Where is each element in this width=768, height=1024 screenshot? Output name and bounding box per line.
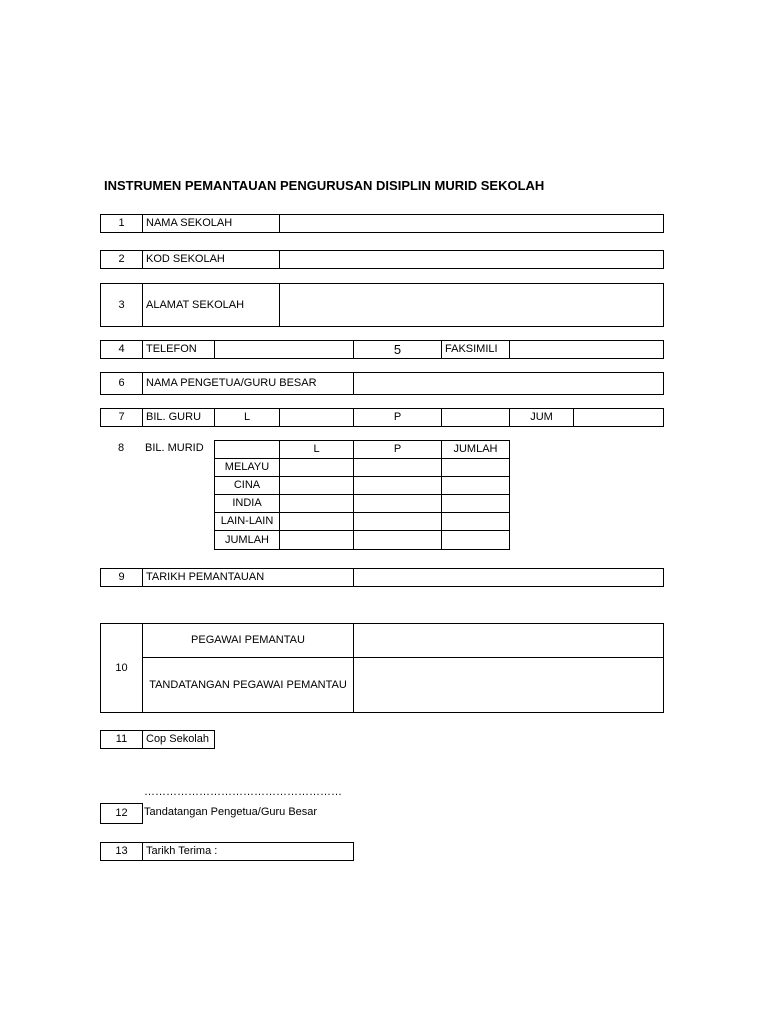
guru-p-label: P — [353, 408, 442, 427]
alamat-sekolah-field[interactable] — [279, 283, 664, 327]
lain-lain-l-field[interactable] — [279, 512, 354, 531]
row-9-number: 9 — [100, 568, 143, 587]
race-jumlah-label: JUMLAH — [214, 530, 280, 550]
row-3-label: ALAMAT SEKOLAH — [142, 283, 280, 327]
row-9-label: TARIKH PEMANTAUAN — [142, 568, 354, 587]
row-4-number: 4 — [100, 340, 143, 359]
nama-sekolah-field[interactable] — [279, 214, 664, 233]
melayu-jumlah-field[interactable] — [441, 458, 510, 477]
form-title: INSTRUMEN PEMANTAUAN PENGURUSAN DISIPLIN MURID SEKOLAH — [104, 178, 545, 193]
race-melayu-label: MELAYU — [214, 458, 280, 477]
cina-jumlah-field[interactable] — [441, 476, 510, 495]
india-l-field[interactable] — [279, 494, 354, 513]
row-6-number: 6 — [100, 372, 143, 395]
india-p-field[interactable] — [353, 494, 442, 513]
telefon-field[interactable] — [214, 340, 354, 359]
lain-lain-p-field[interactable] — [353, 512, 442, 531]
lain-lain-jumlah-field[interactable] — [441, 512, 510, 531]
row-13-number: 13 — [100, 842, 143, 861]
row-2-number: 2 — [100, 250, 143, 269]
guru-jum-label: JUM — [509, 408, 574, 427]
murid-header-l: L — [279, 440, 354, 459]
murid-header-jumlah: JUMLAH — [441, 440, 510, 459]
murid-header-p: P — [353, 440, 442, 459]
row-6-label: NAMA PENGETUA/GURU BESAR — [142, 372, 354, 395]
melayu-p-field[interactable] — [353, 458, 442, 477]
row-7-number: 7 — [100, 408, 143, 427]
tandatangan-pengetua-label: Tandatangan Pengetua/Guru Besar — [144, 806, 318, 818]
jumlah-l-field[interactable] — [279, 530, 354, 550]
cina-l-field[interactable] — [279, 476, 354, 495]
kod-sekolah-field[interactable] — [279, 250, 664, 269]
signature-dotted-line: ……………………………………………… — [144, 786, 342, 798]
row-1-number: 1 — [100, 214, 143, 233]
row-8-label: BIL. MURID — [145, 442, 204, 454]
race-cina-label: CINA — [214, 476, 280, 495]
row-10-label-pegawai: PEGAWAI PEMANTAU — [142, 623, 354, 658]
cina-p-field[interactable] — [353, 476, 442, 495]
row-10-label-tandatangan: TANDATANGAN PEGAWAI PEMANTAU — [142, 657, 354, 713]
guru-jum-field[interactable] — [573, 408, 664, 427]
tandatangan-pegawai-field[interactable] — [353, 657, 664, 713]
row-5-number: 5 — [353, 340, 442, 359]
row-4-label: TELEFON — [142, 340, 215, 359]
melayu-l-field[interactable] — [279, 458, 354, 477]
row-5-label: FAKSIMILI — [441, 340, 510, 359]
guru-l-label: L — [214, 408, 280, 427]
race-india-label: INDIA — [214, 494, 280, 513]
row-2-label: KOD SEKOLAH — [142, 250, 280, 269]
guru-l-field[interactable] — [279, 408, 354, 427]
faksimili-field[interactable] — [509, 340, 664, 359]
cop-sekolah-label: Cop Sekolah — [142, 730, 215, 749]
row-3-number: 3 — [100, 283, 143, 327]
tarikh-terima-label: Tarikh Terima : — [142, 842, 354, 861]
murid-header-blank — [214, 440, 280, 459]
row-10-number: 10 — [100, 623, 143, 713]
row-12-number: 12 — [100, 803, 143, 824]
row-8-number: 8 — [118, 442, 125, 454]
tarikh-pemantauan-field[interactable] — [353, 568, 664, 587]
row-1-label: NAMA SEKOLAH — [142, 214, 280, 233]
row-7-label: BIL. GURU — [142, 408, 215, 427]
guru-p-field[interactable] — [441, 408, 510, 427]
nama-pengetua-field[interactable] — [353, 372, 664, 395]
jumlah-jumlah-field[interactable] — [441, 530, 510, 550]
row-11-number: 11 — [100, 730, 143, 749]
race-lain-lain-label: LAIN-LAIN — [214, 512, 280, 531]
india-jumlah-field[interactable] — [441, 494, 510, 513]
jumlah-p-field[interactable] — [353, 530, 442, 550]
pegawai-pemantau-field[interactable] — [353, 623, 664, 658]
